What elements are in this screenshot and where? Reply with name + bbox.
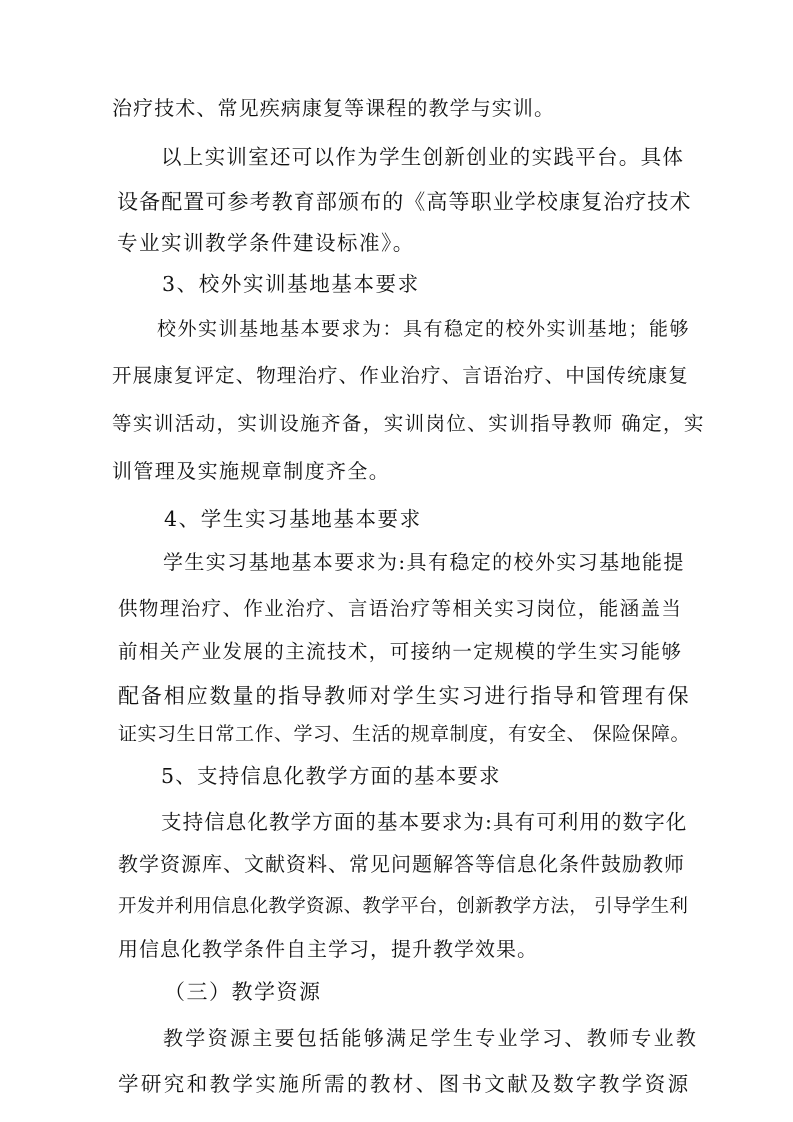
body-text-line: 教学资源库、文献资料、常见问题解答等信息化条件鼓励教师 xyxy=(118,852,685,876)
paragraph-first-line: 学生实习基地基本要求为:具有稳定的校外实习基地能提 xyxy=(163,550,685,574)
paragraph-first-line: 以上实训室还可以作为学生创新创业的实践平台。具体 xyxy=(161,145,685,169)
body-text-line: 专业实训教学条件建设标准》。 xyxy=(117,231,415,255)
body-text-line: 供物理治疗、作业治疗、言语治疗等相关实习岗位，能涵盖当 xyxy=(118,597,683,620)
section-heading: 3、校外实训基地基本要求 xyxy=(162,272,420,296)
body-text-line: 训管理及实施规章制度齐全。 xyxy=(112,459,391,483)
paragraph-first-line: 教学资源主要包括能够满足学生专业学习、教师专业教 xyxy=(163,1026,699,1050)
body-text-line: 治疗技术、常见疾病康复等课程的教学与实训。 xyxy=(112,96,556,120)
body-text-line: 设备配置可参考教育部颁布的《高等职业学校康复治疗技术 xyxy=(117,190,692,214)
body-text-line: 配备相应数量的指导教师对学生实习进行指导和管理有保 xyxy=(118,684,691,708)
body-text-line: 开发并利用信息化教学资源、教学平台，创新教学方法， 引导学生利 xyxy=(118,896,689,917)
body-text-line: 学研究和教学实施所需的教材、图书文献及数字教学资源 xyxy=(118,1072,691,1096)
body-text-line: 用信息化教学条件自主学习，提升教学效果。 xyxy=(118,937,538,961)
body-text-line: 开展康复评定、物理治疗、作业治疗、言语治疗、中国传统康复 xyxy=(112,364,689,387)
body-text-line: 前相关产业发展的主流技术，可接纳一定规模的学生实习能够 xyxy=(118,640,683,663)
body-text-line: 等实训活动，实训设施齐备，实训岗位、实训指导教师 确定，实 xyxy=(112,412,705,435)
section-heading: （三）教学资源 xyxy=(164,980,322,1004)
section-heading: 5、支持信息化教学方面的基本要求 xyxy=(161,764,501,788)
paragraph-first-line: 支持信息化教学方面的基本要求为:具有可利用的数字化 xyxy=(161,810,688,834)
section-heading: 4、学生实习基地基本要求 xyxy=(164,507,422,531)
paragraph-first-line: 校外实训基地基本要求为：具有稳定的校外实训基地；能够 xyxy=(157,318,691,340)
body-text-line: 证实习生日常工作、学习、生活的规章制度，有安全、 保险保障。 xyxy=(118,723,691,745)
